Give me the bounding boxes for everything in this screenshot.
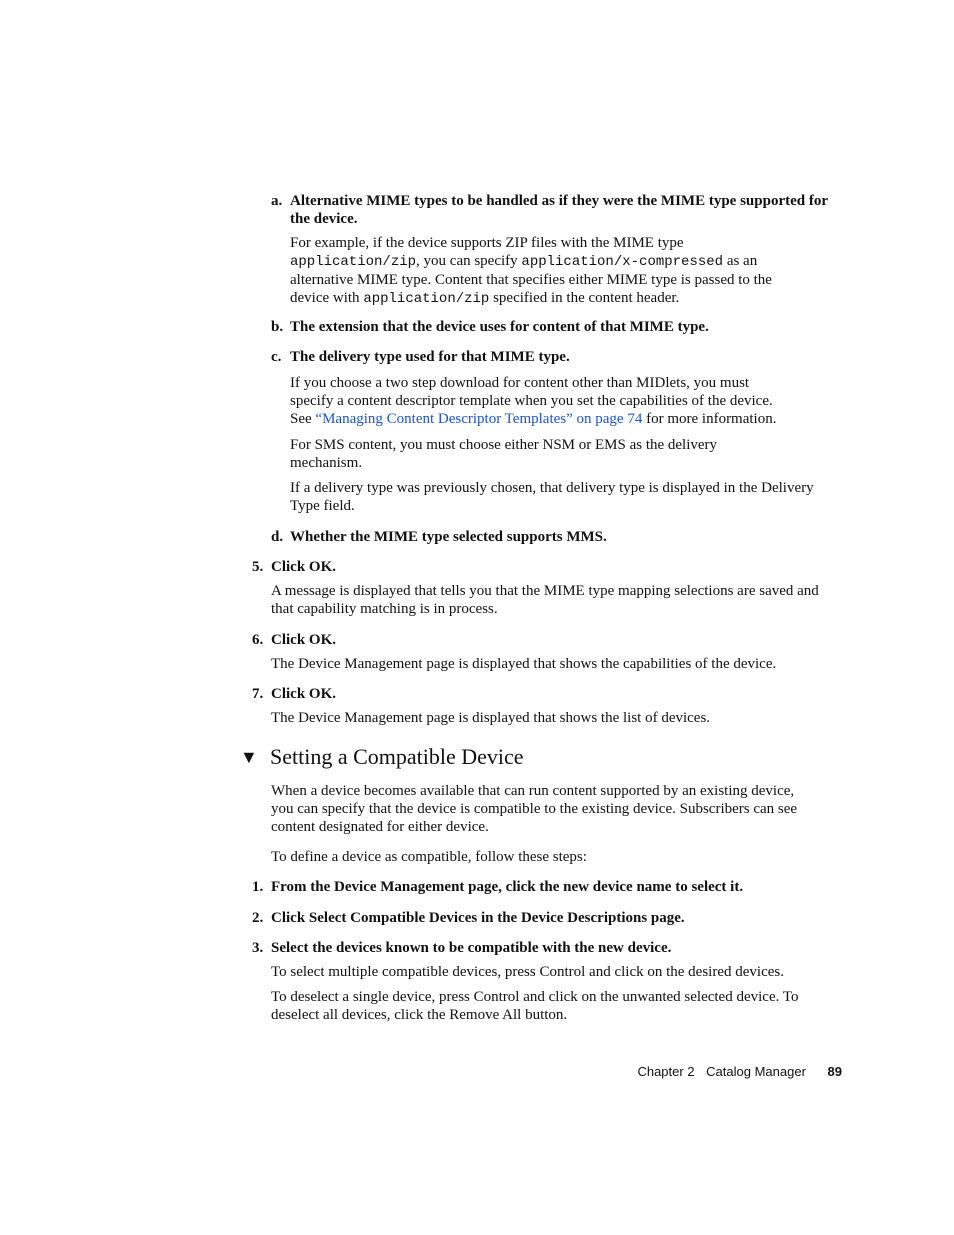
text-run: alternative MIME type. Content that specifies either MIME type is passed to the: [290, 272, 772, 288]
step-5-title: Click OK.: [271, 559, 337, 575]
step-7-body: The Device Management page is displayed that shows the list of devices.: [271, 710, 711, 726]
section-step-3-paragraph-1: To select multiple compatible devices, press Control and click on the desired devices.: [271, 964, 784, 980]
step-a-paragraph: [290, 234, 860, 308]
code-mime-zip: application/zip: [290, 254, 417, 270]
step-c-paragraph-3: If a delivery type was previously chosen, that delivery type is displayed in the Delivery Type field.: [290, 480, 814, 514]
section-step-2-marker: 2.: [252, 910, 264, 926]
step-c-title: The delivery type used for that MIME type.: [290, 349, 570, 365]
text-run: If you choose a two step download for content other than MIDlets, you must: [290, 375, 750, 391]
step-b-title: The extension that the device uses for content of that MIME type.: [290, 319, 709, 335]
step-c-paragraph-2: For SMS content, you must choose either NSM or EMS as the delivery mechanism.: [290, 437, 718, 471]
step-c-paragraph-1: [290, 374, 860, 428]
step-d-marker: d.: [271, 529, 284, 545]
section-step-3-paragraph-2: To deselect a single device, press Control and click on the unwanted selected device. To deselect all devices, click the Remove All button.: [271, 989, 799, 1023]
text-run: as an: [723, 253, 758, 269]
section-step-3-title: Select the devices known to be compatible with the new device.: [271, 940, 672, 956]
section-intro: When a device becomes available that can run content supported by an existing device, you can specify that the device is compatible to the existing device. Subscribers can see content designated for either device.: [271, 783, 798, 835]
step-6-title: Click OK.: [271, 632, 337, 648]
section-lead: To define a device as compatible, follow these steps:: [271, 849, 587, 865]
step-7-marker: 7.: [252, 686, 264, 702]
section-step-3-marker: 3.: [252, 940, 264, 956]
step-c-marker: c.: [271, 349, 282, 365]
step-6-marker: 6.: [252, 632, 264, 648]
text-run: For example, if the device supports ZIP files with the MIME type: [290, 235, 684, 251]
footer-chapter: Chapter 2: [637, 1064, 695, 1079]
section-heading: Setting a Compatible Device: [270, 744, 524, 769]
step-5-body: A message is displayed that tells you that the MIME type mapping selections are saved and that capability matching is in process.: [271, 583, 819, 617]
section-step-1-title: From the Device Management page, click the new device name to select it.: [271, 879, 744, 895]
footer-title: Catalog Manager: [706, 1064, 806, 1079]
step-d-title: Whether the MIME type selected supports MMS.: [290, 529, 607, 545]
step-a-marker: a.: [271, 193, 283, 209]
page-footer: [637, 1064, 842, 1080]
text-run: specify a content descriptor template when you set the capabilities of the device.: [290, 393, 773, 409]
step-5-marker: 5.: [252, 559, 264, 575]
section-step-2-title: Click Select Compatible Devices in the Device Descriptions page.: [271, 910, 685, 926]
text-run: device with: [290, 290, 364, 306]
code-mime-zip: application/zip: [363, 291, 490, 307]
step-7-title: Click OK.: [271, 686, 337, 702]
text-run: See: [290, 411, 316, 427]
step-a-title: Alternative MIME types to be handled as if they were the MIME type supported for the device.: [290, 193, 828, 227]
text-run: for more information.: [642, 411, 777, 427]
step-6-body: The Device Management page is displayed that shows the capabilities of the device.: [271, 656, 777, 672]
link-managing-templates[interactable]: “Managing Content Descriptor Templates” on page 74: [315, 411, 643, 427]
text-run: , you can specify: [416, 253, 522, 269]
footer-page-number: 89: [827, 1064, 842, 1079]
code-mime-compressed: application/x-compressed: [521, 254, 724, 270]
triangle-down-icon: ▼: [240, 747, 258, 767]
text-run: specified in the content header.: [489, 290, 680, 306]
section-step-1-marker: 1.: [252, 879, 264, 895]
step-b-marker: b.: [271, 319, 284, 335]
